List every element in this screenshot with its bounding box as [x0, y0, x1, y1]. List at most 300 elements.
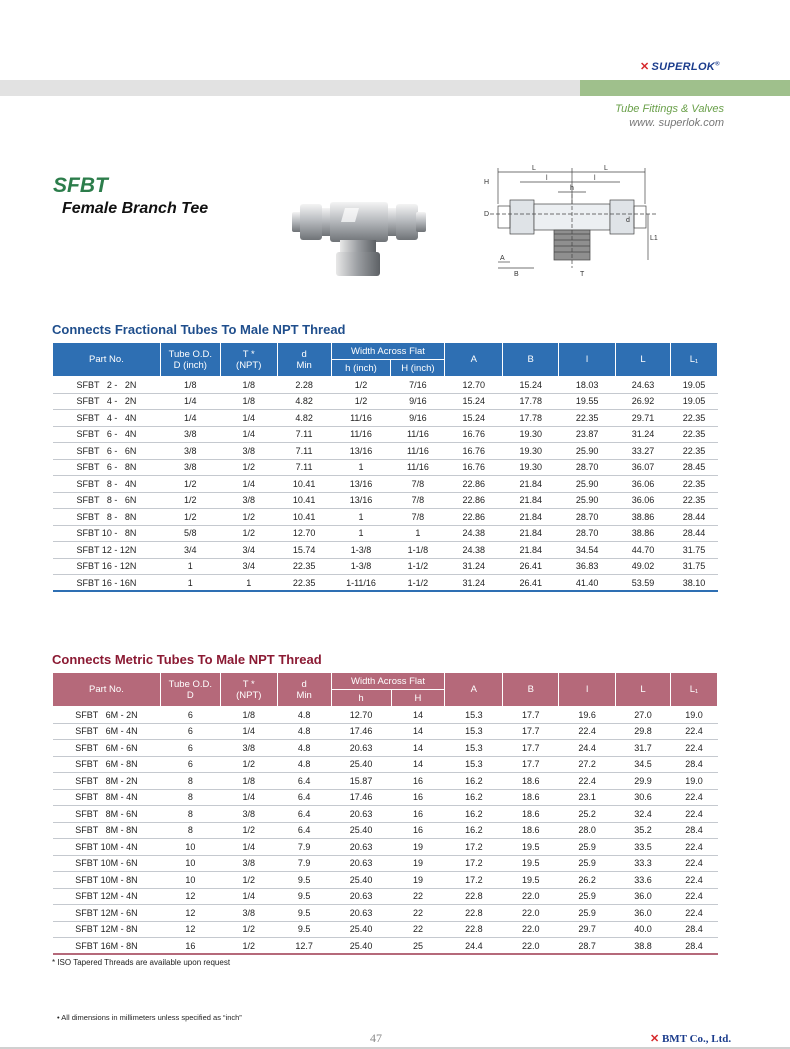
col-b: B: [503, 673, 559, 707]
table-cell: 1-11/16: [346, 577, 376, 588]
col-h: h (inch): [331, 360, 391, 377]
table-cell: 1/2: [354, 379, 368, 390]
table-cell: 22.4: [685, 907, 703, 918]
table-cell: 1: [415, 528, 421, 539]
table-cell: 41.40: [575, 577, 599, 588]
table-cell: 8: [187, 775, 193, 786]
table-cell: 22.4: [685, 792, 703, 803]
table-cell: 28.4: [685, 940, 703, 951]
product-code: SFBT: [53, 174, 108, 197]
part-number-cell: SFBT 10M - 8N: [75, 874, 138, 885]
table-row: [53, 459, 718, 476]
table-cell: 15.74: [292, 544, 316, 555]
table-cell: 4.82: [295, 396, 313, 407]
table-cell: 1/4: [184, 412, 197, 423]
table-cell: 33.27: [631, 445, 655, 456]
col-a: A: [445, 673, 503, 707]
part-number-cell: SFBT 4 - 4N: [76, 412, 137, 423]
company-name: [650, 1032, 731, 1045]
table-cell: 27.2: [578, 759, 596, 770]
table-cell: 12: [185, 924, 196, 935]
table-cell: 1-1/8: [407, 544, 429, 555]
table-cell: 14: [412, 759, 423, 770]
table-cell: 3/8: [242, 907, 255, 918]
table-cell: 25: [412, 940, 423, 951]
table-cell: 17.46: [349, 792, 373, 803]
table-cell: 1/4: [242, 841, 255, 852]
table-cell: 1/2: [184, 495, 197, 506]
part-number-cell: SFBT 6 - 4N: [76, 429, 137, 440]
table-cell: 6.4: [297, 775, 311, 786]
table-cell: 9/16: [409, 396, 427, 407]
table-cell: 1/4: [242, 792, 255, 803]
table-cell: 36.0: [634, 907, 652, 918]
table-cell: 23.1: [578, 792, 596, 803]
table-cell: 5/8: [184, 528, 197, 539]
col-d: d Min: [277, 673, 331, 707]
table-row: [53, 806, 718, 823]
table-cell: 16.2: [465, 792, 483, 803]
part-number-cell: SFBT 16 - 12N: [76, 561, 137, 572]
table-cell: 16.76: [462, 429, 486, 440]
table-cell: 28.7: [578, 940, 596, 951]
part-number-cell: SFBT 12M - 4N: [75, 891, 138, 902]
part-number-cell: SFBT 10 - 8N: [76, 528, 137, 539]
diagram-label-l-right: l: [594, 175, 596, 182]
part-number-cell: SFBT 16M - 8N: [75, 940, 138, 951]
table-row: [53, 525, 718, 542]
table-cell: 4.8: [297, 742, 311, 753]
table-cell: 28.4: [685, 924, 703, 935]
table-cell: 19.30: [519, 462, 542, 473]
diagram-label-d: d: [626, 217, 630, 224]
table-row: [53, 905, 718, 922]
table-cell: 17.7: [521, 709, 540, 720]
table-cell: 6: [187, 759, 193, 770]
table-row: [53, 740, 718, 757]
table-row: [53, 426, 718, 443]
part-number-cell: SFBT 12M - 6N: [75, 907, 138, 918]
col-tube-od: Tube O.D. D: [160, 673, 220, 707]
table-cell: 16.76: [462, 462, 486, 473]
table-cell: 10.41: [292, 511, 316, 522]
table-cell: 22.35: [682, 495, 706, 506]
table-cell: 31.75: [682, 561, 706, 572]
table-cell: 25.40: [349, 924, 373, 935]
table-cell: 19.55: [575, 396, 599, 407]
table-cell: 13/16: [349, 478, 373, 489]
table-cell: 31.24: [631, 429, 655, 440]
table-cell: 1/2: [242, 528, 255, 539]
table-cell: 22.35: [682, 429, 706, 440]
superlok-mark-icon: ✕: [640, 61, 650, 73]
table-cell: 17.7: [521, 742, 540, 753]
table-cell: 22: [412, 924, 423, 935]
dimensions-note: • All dimensions in millimeters unless specified as “inch”: [57, 1013, 242, 1022]
table-cell: 3/8: [184, 462, 197, 473]
table-cell: 11/16: [406, 445, 429, 456]
table-cell: 32.4: [634, 808, 652, 819]
table-cell: 1/8: [184, 379, 197, 390]
table-cell: 24.4: [578, 742, 596, 753]
table-row: [53, 789, 718, 806]
table-cell: 22.8: [465, 907, 483, 918]
table-cell: 25.9: [578, 841, 596, 852]
table-cell: 24.4: [465, 940, 483, 951]
table-cell: 16: [412, 775, 423, 786]
table-row: [53, 822, 718, 839]
table-row: [53, 492, 718, 509]
table-cell: 7/8: [411, 511, 425, 522]
col-b: B: [503, 343, 559, 377]
table-cell: 28.70: [575, 528, 599, 539]
table-cell: 22.4: [685, 874, 703, 885]
part-number-cell: SFBT 8M - 6N: [75, 808, 138, 819]
table-cell: 1/4: [242, 891, 255, 902]
table-cell: 16.2: [465, 775, 483, 786]
table-cell: 16.76: [462, 445, 486, 456]
table-cell: 1/8: [242, 396, 255, 407]
table-cell: 10.41: [292, 478, 316, 489]
table-cell: 8: [187, 792, 193, 803]
table-cell: 22.4: [685, 726, 703, 737]
technical-drawing: [480, 164, 660, 278]
table-cell: 1: [358, 511, 364, 522]
part-number-cell: SFBT 10M - 6N: [75, 858, 138, 869]
table-cell: 1/2: [354, 396, 368, 407]
table-cell: 1/8: [242, 775, 255, 786]
table-cell: 11/16: [406, 462, 429, 473]
table-cell: 28.45: [682, 462, 706, 473]
table-cell: 15.3: [465, 726, 483, 737]
table-cell: 16: [412, 792, 423, 803]
part-number-cell: SFBT 6 - 6N: [76, 445, 137, 456]
table-cell: 1/4: [242, 726, 255, 737]
table-cell: 22.4: [685, 841, 703, 852]
table-cell: 17.78: [519, 396, 542, 407]
table-cell: 22.8: [465, 924, 483, 935]
table-cell: 22.8: [465, 891, 483, 902]
table-cell: 17.7: [521, 759, 540, 770]
table-cell: 19.30: [519, 445, 542, 456]
table-row: [53, 756, 718, 773]
table-cell: 25.9: [578, 858, 596, 869]
table-cell: 12.70: [349, 709, 373, 720]
table-row: [53, 888, 718, 905]
table-row: [53, 921, 718, 938]
table-cell: 6.4: [297, 825, 311, 836]
part-number-cell: SFBT 12M - 8N: [75, 924, 138, 935]
table-cell: 35.2: [634, 825, 652, 836]
table-cell: 22.4: [578, 775, 596, 786]
table-row: [53, 377, 718, 394]
table-row: [53, 509, 718, 526]
table-cell: 16: [412, 825, 423, 836]
diagram-label-D: D: [484, 211, 490, 218]
part-number-cell: SFBT 8 - 4N: [76, 478, 137, 489]
table-cell: 1-3/8: [350, 544, 372, 555]
table-cell: 1/4: [242, 412, 255, 423]
table-cell: 28.70: [575, 511, 599, 522]
table-cell: 25.40: [349, 940, 373, 951]
table-cell: 22.4: [685, 858, 703, 869]
table-cell: 25.40: [349, 759, 373, 770]
part-number-cell: SFBT 8M - 8N: [75, 825, 138, 836]
table-cell: 15.24: [519, 379, 542, 390]
col-part-no: Part No.: [53, 673, 161, 707]
table-cell: 1-1/2: [407, 561, 429, 572]
table-cell: 18.03: [575, 379, 599, 390]
table-row: [53, 707, 718, 724]
part-number-cell: SFBT 8 - 6N: [76, 495, 137, 506]
col-t: T * (NPT): [220, 673, 277, 707]
header-bar-gray: [0, 80, 580, 96]
table-cell: 17.46: [349, 726, 373, 737]
diagram-label-T: T: [580, 271, 585, 278]
table-cell: 29.8: [634, 726, 652, 737]
table-cell: 19: [412, 858, 423, 869]
table-cell: 3/4: [242, 544, 255, 555]
table-cell: 28.4: [685, 825, 703, 836]
metric-section-title: Connects Metric Tubes To Male NPT Thread: [52, 652, 322, 667]
table-cell: 11/16: [350, 429, 372, 440]
table-cell: 25.90: [575, 478, 599, 489]
col-L: L: [616, 343, 671, 377]
table-cell: 3/8: [242, 445, 255, 456]
table-cell: 20.63: [349, 907, 373, 918]
table-cell: 22.35: [682, 478, 706, 489]
table-cell: 19.30: [519, 429, 542, 440]
table-cell: 33.3: [634, 858, 652, 869]
table-cell: 4.8: [297, 726, 311, 737]
table-cell: 19.5: [521, 841, 540, 852]
part-number-cell: SFBT 6M - 2N: [75, 709, 138, 720]
table-cell: 1: [358, 462, 364, 473]
table-cell: 1/2: [184, 478, 197, 489]
table-cell: 26.92: [631, 396, 655, 407]
table-cell: 25.2: [578, 808, 596, 819]
table-cell: 22.35: [292, 577, 316, 588]
table-cell: 1/4: [242, 429, 255, 440]
table-row: [53, 558, 718, 575]
table-row: [53, 938, 718, 955]
table-cell: 7/16: [409, 379, 427, 390]
table-cell: 19.0: [685, 775, 703, 786]
table-cell: 9.5: [297, 907, 311, 918]
table-cell: 3/8: [242, 742, 255, 753]
table-cell: 6: [187, 742, 193, 753]
table-cell: 7.11: [295, 429, 313, 440]
table-cell: 1-1/2: [407, 577, 429, 588]
table-cell: 26.41: [519, 577, 542, 588]
table-row: [53, 443, 718, 460]
table-cell: 12: [185, 907, 196, 918]
table-cell: 21.84: [519, 544, 542, 555]
part-number-cell: SFBT 8M - 4N: [75, 792, 138, 803]
table-cell: 12.70: [292, 528, 316, 539]
table-cell: 1: [187, 561, 193, 572]
table-cell: 3/4: [184, 544, 197, 555]
table-cell: 53.59: [631, 577, 655, 588]
product-name: Female Branch Tee: [62, 200, 209, 217]
page-number: 47: [370, 1031, 382, 1045]
diagram-label-l-left: l: [546, 175, 548, 182]
table-row: [53, 410, 718, 427]
table-cell: 13/16: [349, 445, 373, 456]
table-cell: 1/2: [242, 759, 255, 770]
table-cell: 22.35: [682, 445, 706, 456]
table-cell: 16: [185, 940, 196, 951]
fractional-table: [52, 342, 718, 592]
table-cell: 22: [412, 891, 423, 902]
diagram-label-L-left: L: [532, 165, 536, 172]
table-cell: 10.41: [292, 495, 316, 506]
diagram-label-B: B: [514, 271, 519, 278]
table-cell: 6.4: [297, 792, 311, 803]
table-row: [53, 393, 718, 410]
table-cell: 1/2: [242, 874, 255, 885]
table-cell: 9.5: [297, 874, 311, 885]
table-cell: 1/2: [242, 462, 255, 473]
table-cell: 19.0: [685, 709, 703, 720]
diagram-label-L-right: L: [604, 165, 608, 172]
table-cell: 7.9: [297, 858, 311, 869]
table-cell: 29.71: [631, 412, 655, 423]
table-row: [53, 855, 718, 872]
table-cell: 7.11: [295, 462, 313, 473]
table-cell: 33.6: [634, 874, 652, 885]
table-cell: 28.70: [575, 462, 599, 473]
part-number-cell: SFBT 8 - 8N: [76, 511, 137, 522]
table-cell: 30.6: [634, 792, 652, 803]
table-cell: 17.2: [465, 874, 483, 885]
table-cell: 22.4: [685, 808, 703, 819]
table-cell: 38.86: [631, 511, 655, 522]
table-cell: 2.28: [295, 379, 313, 390]
part-number-cell: SFBT 4 - 2N: [76, 396, 137, 407]
col-width-across-flat: Width Across Flat: [331, 673, 445, 690]
table-cell: 9.5: [297, 891, 311, 902]
part-number-cell: SFBT 6M - 8N: [75, 759, 138, 770]
table-cell: 3/8: [184, 445, 197, 456]
table-cell: 15.24: [462, 396, 486, 407]
table-cell: 25.90: [575, 495, 599, 506]
table-cell: 19: [412, 874, 423, 885]
table-cell: 22.35: [292, 561, 316, 572]
col-h: h: [331, 690, 391, 707]
diagram-label-H: H: [484, 179, 490, 186]
table-cell: 14: [412, 726, 423, 737]
table-cell: 1: [246, 577, 252, 588]
table-cell: 25.40: [349, 825, 373, 836]
table-cell: 1: [358, 528, 364, 539]
table-cell: 17.2: [465, 858, 483, 869]
part-number-cell: SFBT 8M - 2N: [75, 775, 138, 786]
diagram-label-h: h: [570, 185, 574, 192]
part-number-cell: SFBT 12 - 12N: [76, 544, 137, 555]
table-cell: 1/4: [184, 396, 197, 407]
table-cell: 29.9: [634, 775, 652, 786]
table-cell: 36.0: [634, 891, 652, 902]
table-cell: 4.82: [295, 412, 313, 423]
header-bar-green: [580, 80, 790, 96]
part-number-cell: SFBT 2 - 2N: [76, 379, 137, 390]
table-cell: 1/2: [242, 924, 255, 935]
tagline: Tube Fittings & Valves: [615, 103, 724, 115]
part-number-cell: SFBT 6 - 8N: [76, 462, 137, 473]
table-cell: 1/2: [242, 825, 255, 836]
metric-table-body: [53, 707, 718, 955]
table-cell: 1/8: [242, 379, 255, 390]
table-cell: 33.5: [634, 841, 652, 852]
table-cell: 20.63: [349, 742, 373, 753]
table-cell: 9/16: [409, 412, 427, 423]
table-cell: 7/8: [411, 478, 425, 489]
table-cell: 3/4: [242, 561, 255, 572]
table-cell: 6: [187, 726, 193, 737]
table-cell: 34.54: [575, 544, 599, 555]
table-cell: 3/8: [242, 858, 255, 869]
table-cell: 11/16: [406, 429, 429, 440]
part-number-cell: SFBT 16 - 16N: [76, 577, 137, 588]
table-cell: 22.4: [685, 891, 703, 902]
table-cell: 22.0: [521, 891, 540, 902]
table-cell: 34.5: [634, 759, 652, 770]
col-a: A: [445, 343, 503, 377]
table-row: [53, 723, 718, 740]
table-cell: 10: [185, 841, 196, 852]
table-cell: 21.84: [519, 511, 542, 522]
table-cell: 1: [187, 577, 193, 588]
table-cell: 6.4: [297, 808, 311, 819]
table-cell: 1/2: [184, 511, 197, 522]
table-cell: 24.38: [462, 528, 486, 539]
table-cell: 9.5: [297, 924, 311, 935]
table-cell: 22.0: [521, 907, 540, 918]
table-cell: 31.24: [462, 561, 486, 572]
table-cell: 24.38: [462, 544, 486, 555]
table-cell: 49.02: [631, 561, 655, 572]
table-cell: 3/8: [242, 495, 255, 506]
table-cell: 38.10: [682, 577, 706, 588]
table-cell: 26.41: [519, 561, 542, 572]
table-cell: 20.63: [349, 891, 373, 902]
table-cell: 36.83: [575, 561, 599, 572]
table-cell: 25.9: [578, 891, 596, 902]
table-cell: 28.44: [682, 528, 706, 539]
table-cell: 15.87: [349, 775, 373, 786]
col-t: T * (NPT): [220, 343, 277, 377]
table-cell: 6: [187, 709, 193, 720]
table-cell: 1/8: [242, 709, 255, 720]
table-row: [53, 575, 718, 592]
table-cell: 36.07: [631, 462, 655, 473]
table-cell: 16.2: [465, 825, 483, 836]
table-cell: 22: [412, 907, 423, 918]
table-cell: 28.0: [578, 825, 596, 836]
table-cell: 29.7: [578, 924, 596, 935]
table-cell: 1/4: [242, 478, 255, 489]
table-cell: 15.3: [465, 709, 483, 720]
col-tube-od: Tube O.D. D (inch): [160, 343, 220, 377]
table-cell: 15.3: [465, 759, 483, 770]
col-L1: L₁: [670, 343, 717, 377]
company-text: BMT Co., Ltd.: [661, 1033, 732, 1045]
table-cell: 18.6: [521, 775, 540, 786]
table-row: [53, 872, 718, 889]
table-cell: 22.4: [685, 742, 703, 753]
table-cell: 4.8: [297, 759, 311, 770]
